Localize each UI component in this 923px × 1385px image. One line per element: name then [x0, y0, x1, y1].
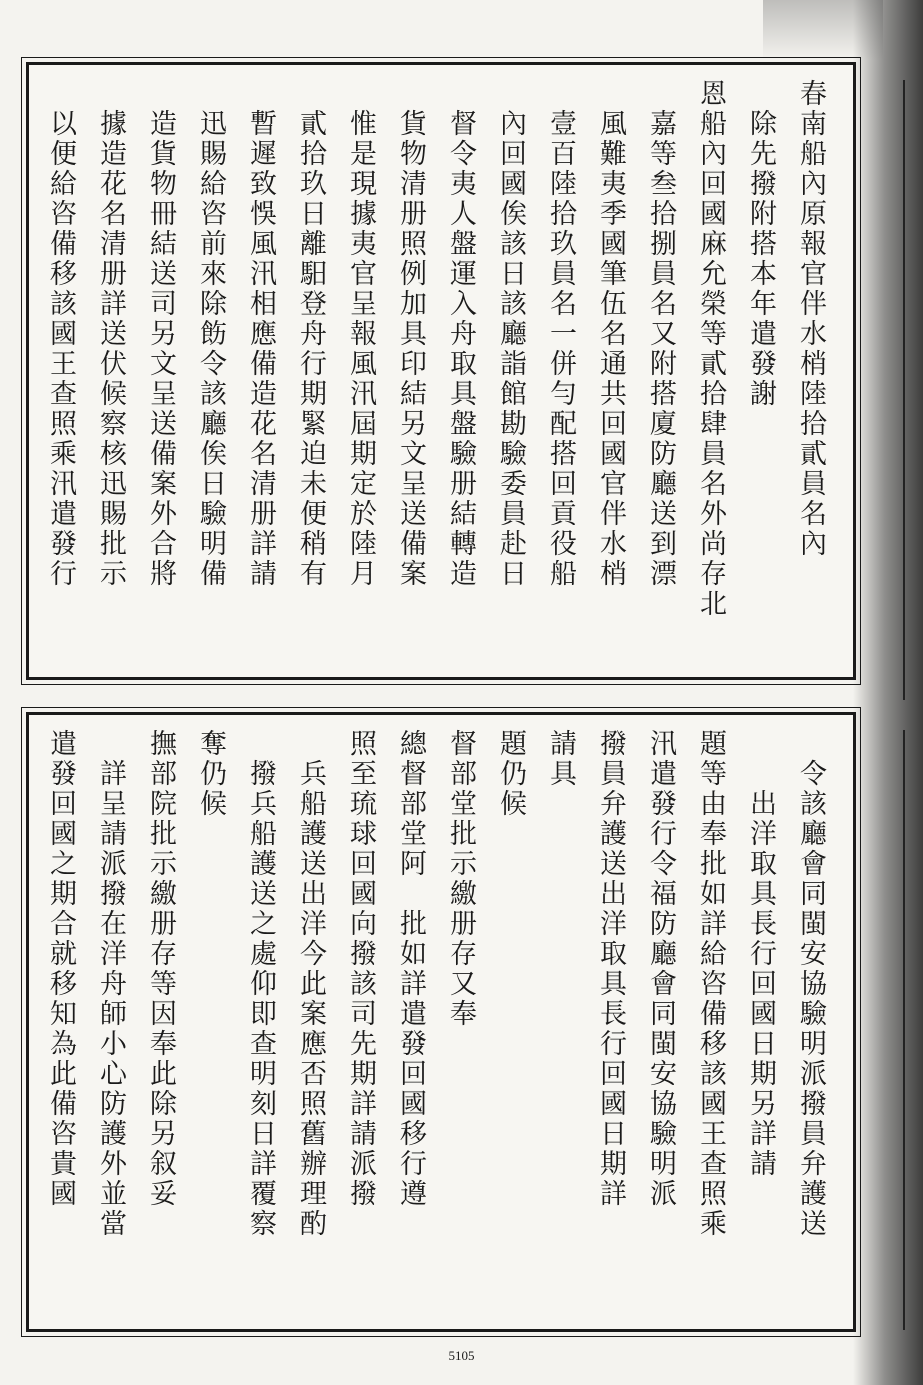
- text-column: [485, 729, 535, 1315]
- text-column: [685, 729, 735, 1315]
- text-column: [435, 729, 485, 1315]
- next-page-edge-bottom: [903, 730, 915, 1330]
- column-text: 除先撥附搭本年遣發謝: [745, 109, 776, 409]
- text-column: [335, 729, 385, 1315]
- text-column: [585, 79, 635, 663]
- column-text: 請具: [545, 729, 576, 789]
- text-column: [135, 79, 185, 663]
- text-column: [535, 729, 585, 1315]
- text-column: [135, 729, 185, 1315]
- text-column: [585, 729, 635, 1315]
- column-text: 嘉等叁拾捌員名又附搭廈防廳送到漂: [645, 109, 676, 589]
- text-column: [285, 79, 335, 663]
- column-text: 令該廳會同閩安協驗明派撥員弁護送: [795, 759, 826, 1239]
- text-column: [735, 729, 785, 1315]
- column-text: 內回國俟該日該廳詣館勘驗委員赴日: [495, 109, 526, 589]
- column-text: 惟是現據夷官呈報風汛屆期定於陸月: [345, 109, 376, 589]
- text-columns-bottom: [47, 729, 835, 1315]
- text-columns-top: [47, 79, 835, 663]
- text-column: [635, 729, 685, 1315]
- text-column: [385, 729, 435, 1315]
- column-text: 題等由奉批如詳給咨備移該國王查照乘: [695, 729, 726, 1239]
- text-column: [35, 79, 85, 663]
- column-text: 督令夷人盤運入舟取具盤驗册結轉造: [445, 109, 476, 589]
- text-column: [85, 79, 135, 663]
- column-text: 兵船護送出洋今此案應否照舊辦理酌: [295, 759, 326, 1239]
- text-column: [685, 79, 735, 663]
- column-text: 風難夷季國筆伍名通共回國官伴水梢: [595, 109, 626, 589]
- text-column: [335, 79, 385, 663]
- column-text: 汛遣發行令福防廳會同閩安協驗明派: [645, 729, 676, 1209]
- text-column: [285, 729, 335, 1315]
- column-text: 貳拾玖日離馹登舟行期緊迫未便稍有: [295, 109, 326, 589]
- column-text: 撥員弁護送出洋取具長行回國日期詳: [595, 729, 626, 1209]
- column-text: 春南船內原報官伴水梢陸拾貳員名內: [795, 79, 826, 559]
- column-text: 撫部院批示繳册存等因奉此除另叙妥: [145, 729, 176, 1209]
- text-column: [785, 79, 835, 663]
- column-text: 貨物清册照例加具印結另文呈送備案: [395, 109, 426, 589]
- text-column: [385, 79, 435, 663]
- column-text: 恩船內回國麻允榮等貳拾肆員名外尚存北: [695, 79, 726, 619]
- page-number: 5105: [448, 1348, 475, 1363]
- column-text: 撥兵船護送之處仰即查明刻日詳覆察: [245, 759, 276, 1239]
- text-column: [185, 79, 235, 663]
- column-text: 照至琉球回國向撥該司先期詳請派撥: [345, 729, 376, 1209]
- text-column: [535, 79, 585, 663]
- column-text: 遣發回國之期合就移知為此備咨貴國: [45, 729, 76, 1209]
- document-panel-bottom: [26, 712, 856, 1332]
- column-text: 奪仍候: [195, 729, 226, 819]
- text-column: [635, 79, 685, 663]
- column-text: 總督部堂阿 批如詳遣發回國移行遵: [395, 729, 426, 1209]
- book-top-shadow: [763, 0, 883, 60]
- column-text: 出洋取具長行回國日期另詳請: [745, 789, 776, 1179]
- text-column: [485, 79, 535, 663]
- column-text: 壹百陸拾玖員名一併勻配搭回貢役船: [545, 109, 576, 589]
- text-column: [85, 729, 135, 1315]
- column-text: 督部堂批示繳册存又奉: [445, 729, 476, 1029]
- text-column: [785, 729, 835, 1315]
- document-panel-top: [26, 62, 856, 680]
- column-text: 以便給咨備移該國王查照乘汛遣發行: [45, 109, 76, 589]
- text-column: [735, 79, 785, 663]
- column-text: 據造花名清册詳送伏候察核迅賜批示: [95, 109, 126, 589]
- text-column: [185, 729, 235, 1315]
- text-column: [435, 79, 485, 663]
- column-text: 暫遲致悞風汛相應備造花名清册詳請: [245, 109, 276, 589]
- text-column: [35, 729, 85, 1315]
- text-column: [235, 79, 285, 663]
- column-text: 題仍候: [495, 729, 526, 819]
- column-text: 造貨物冊結送司另文呈送備案外合將: [145, 109, 176, 589]
- text-column: [235, 729, 285, 1315]
- column-text: 迅賜給咨前來除飭令該廳俟日驗明備: [195, 109, 226, 589]
- next-page-edge-top: [903, 80, 915, 700]
- column-text: 詳呈請派撥在洋舟師小心防護外並當: [95, 759, 126, 1239]
